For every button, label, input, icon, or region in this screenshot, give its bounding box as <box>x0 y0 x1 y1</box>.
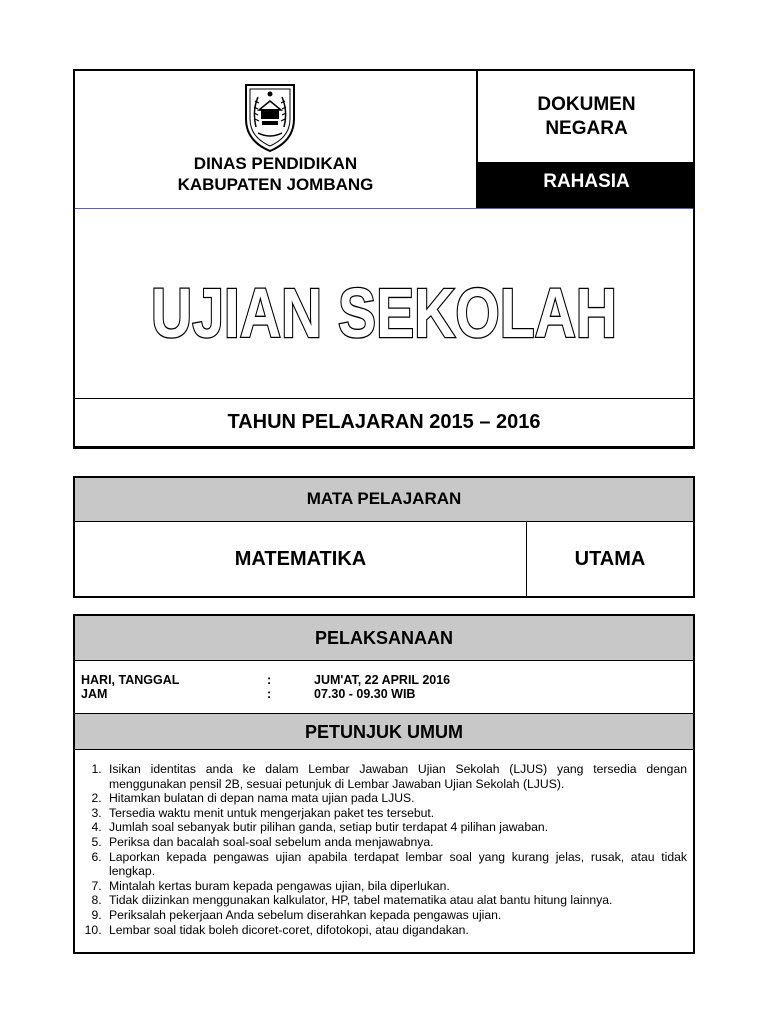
regency-emblem-icon <box>240 81 300 153</box>
agency-line-2: KABUPATEN JOMBANG <box>177 175 374 194</box>
instruction-item: 6. Laporkan kepada pengawas ujian apabila terdapat lembar soal yang kurang jelas, rusak, atau tidak lengkap. <box>105 850 687 879</box>
execution-block <box>73 614 695 954</box>
subject-block <box>73 476 695 598</box>
document-label-line-1: DOKUMEN <box>537 94 636 115</box>
document-status-panel <box>476 71 693 208</box>
guide-header: PETUNJUK UMUM <box>75 714 693 750</box>
instruction-item: 8. Tidak diizinkan menggunakan kalkulator, HP, tabel matematika atau alat bantu hitung lainnya. <box>105 893 687 908</box>
subject-name: MATEMATIKA <box>75 522 527 596</box>
subject-header: MATA PELAJARAN <box>75 478 693 522</box>
instruction-item: 2. Hitamkan bulatan di depan nama mata ujian pada LJUS. <box>105 791 687 806</box>
schedule-table <box>75 661 693 714</box>
exam-title-area <box>75 209 693 399</box>
instruction-item: 3. Tersedia waktu menit untuk mengerjakan paket tes tersebut. <box>105 806 687 821</box>
schedule-value: JUM'AT, 22 APRIL 2016 <box>314 673 451 687</box>
instruction-item: 10. Lembar soal tidak boleh dicoret-coret, difotokopi, atau digandakan. <box>105 923 687 938</box>
cover-header-block <box>73 69 695 449</box>
schedule-separator: : <box>267 687 272 701</box>
agency-panel <box>75 71 476 208</box>
instruction-item: 7. Mintalah kertas buram kepada pengawas ujian, bila diperlukan. <box>105 879 687 894</box>
academic-year: TAHUN PELAJARAN 2015 – 2016 <box>75 398 693 447</box>
schedule-value: 07.30 - 09.30 WIB <box>314 687 416 701</box>
document-label <box>478 93 695 141</box>
document-label-line-2: NEGARA <box>545 118 628 139</box>
schedule-key: JAM <box>81 687 108 701</box>
instruction-item: 9. Periksalah pekerjaan Anda sebelum diserahkan kepada pengawas ujian. <box>105 908 687 923</box>
classification-badge: RAHASIA <box>478 162 695 208</box>
agency-name <box>75 153 476 195</box>
exam-title <box>75 267 693 357</box>
instruction-item: 1. Isikan identitas anda ke dalam Lembar Jawaban Ujian Sekolah (LJUS) yang tersedia dengan menggunakan pensil 2B, sesuai petunjuk di Lembar Jawaban Ujian Sekolah (LJUS). <box>105 762 687 791</box>
schedule-separator: : <box>267 673 272 687</box>
instruction-item: 5. Periksa dan bacalah soal-soal sebelum anda menjawabnya. <box>105 835 687 850</box>
instruction-item: 4. Jumlah soal sebanyak butir pilihan ganda, setiap butir terdapat 4 pilihan jawaban. <box>105 820 687 835</box>
schedule-key: HARI, TANGGAL <box>81 673 180 687</box>
schedule-row-time <box>81 687 681 702</box>
execution-header: PELAKSANAAN <box>75 616 693 661</box>
agency-line-1: DINAS PENDIDIKAN <box>193 154 358 173</box>
subject-type: UTAMA <box>574 548 646 570</box>
schedule-row-date <box>81 673 681 688</box>
instructions-list <box>75 752 693 948</box>
exam-title-text: UJIAN SEKOLAH <box>151 274 617 352</box>
